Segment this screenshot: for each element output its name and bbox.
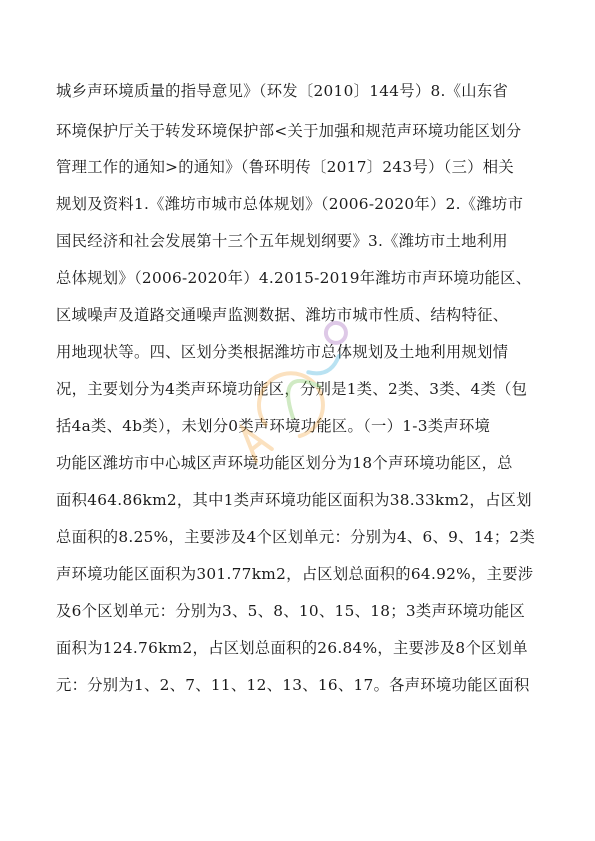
body-text-line: 用地现状等。四、区划分类根据潍坊市总体规划及土地利用规划情 [56,343,509,361]
body-text-line: 规划及资料1.《潍坊市城市总体规划》（2006-2020年）2.《潍坊市 [56,195,524,213]
body-text-line: 括4a类、4b类），未划分0类声环境功能区。（一）1-3类声环境 [56,417,491,435]
body-text-line: 总面积的8.25%，主要涉及4个区划单元：分别为4、6、9、14；2类 [56,528,536,546]
body-text-line: 国民经济和社会发展第十三个五年规划纲要》3.《潍坊市土地利用 [56,232,508,250]
body-text-line: 区域噪声及道路交通噪声监测数据、潍坊市城市性质、结构特征、 [56,306,509,324]
body-text-line: 况，主要划分为4类声环境功能区，分别是1类、2类、3类、4类（包 [56,380,528,398]
body-text-line: 环境保护厅关于转发环境保护部<关于加强和规范声环境功能区划分 [56,122,522,140]
body-text-line: 声环境功能区面积为301.77km2，占区划总面积的64.92%，主要涉 [56,565,534,583]
body-text-line: 功能区潍坊市中心城区声环境功能区划分为18个声环境功能区，总 [56,454,513,472]
body-text-line: 管理工作的通知>的通知》（鲁环明传〔2017〕243号）（三）相关 [56,158,514,176]
body-text-line: 及6个区划单元：分别为3、5、8、10、15、18；3类声环境功能区 [56,602,526,620]
body-text-line: 面积464.86km2，其中1类声环境功能区面积为38.33km2，占区划 [56,491,532,509]
body-text-line: 面积为124.76km2，占区划总面积的26.84%，主要涉及8个区划单 [56,639,528,657]
body-text-line: 元：分别为1、2、7、11、12、13、16、17。各声环境功能区面积 [56,676,530,694]
body-text-line: 总体规划》（2006-2020年）4.2015-2019年潍坊市声环境功能区、 [56,269,532,287]
body-text-line: 城乡声环境质量的指导意见》（环发〔2010〕144号）8.《山东省 [56,82,509,100]
